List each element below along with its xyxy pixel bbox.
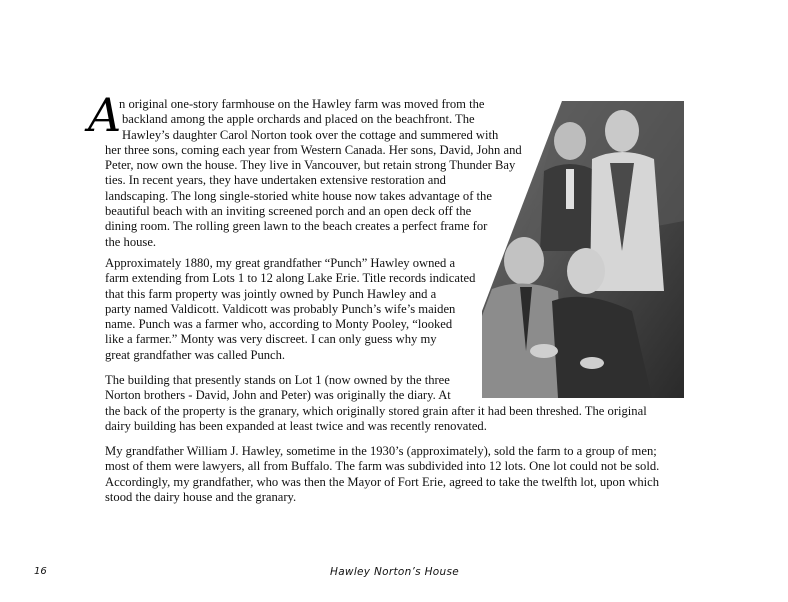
text-line: The building that presently stands on Lot 1 (now owned by the three: [105, 373, 450, 387]
text-line: farm extending from Lots 1 to 12 along Lake Erie. Title records indicated: [105, 271, 476, 286]
text-line: most of them were lawyers, all from Buffalo. The farm was subdivided into 12 lots. One lot could not be sold.: [105, 459, 660, 474]
paragraph-4: [105, 444, 659, 505]
text-line: ties. In recent years, they have undertaken extensive restoration and: [105, 173, 446, 188]
text-line: beautiful beach with an inviting screened porch and an open deck off the: [105, 204, 472, 219]
text-line: like a farmer.” Monty was very discreet. I can only guess why my: [105, 332, 437, 347]
text-line: My grandfather William J. Hawley, sometime in the 1930’s (approximately), sold the farm to a group of men;: [105, 444, 657, 458]
text-line: the back of the property is the granary, which originally stored grain after it had been threshed. The original: [105, 403, 647, 418]
text-line: her three sons, coming each year from Western Canada. Her sons, David, John and: [105, 142, 522, 157]
page-number: 16: [34, 566, 47, 577]
text-line: Norton brothers - David, John and Peter) was originally the diary. At: [105, 388, 451, 403]
text-line: Hawley’s daughter Carol Norton took over the cottage and summered with: [122, 127, 499, 142]
text-line: Accordingly, my grandfather, who was then the Mayor of Fort Erie, agreed to take the twelfth lot, upon which: [105, 474, 660, 489]
text-line: dining room. The rolling green lawn to the beach creates a perfect frame for: [105, 219, 488, 234]
text-line: that this farm property was jointly owned by Punch Hawley and a: [105, 286, 437, 301]
text-line: Approximately 1880, my great grandfather “Punch” Hawley owned a: [105, 256, 456, 270]
text-line: name. Punch was a farmer who, according to Monty Pooley, “looked: [105, 317, 453, 332]
text-line: the house.: [105, 234, 157, 249]
text-line: great grandfather was called Punch.: [105, 347, 286, 362]
text-line: stood the dairy house and the granary.: [105, 489, 297, 504]
text-line: Peter, now own the house. They live in Vancouver, but retain strong Thunder Bay: [105, 158, 516, 173]
paragraph-2: [105, 256, 475, 363]
text-line: landscaping. The long single-storied white house now takes advantage of the: [105, 188, 492, 203]
drop-cap: A: [88, 88, 122, 142]
text-line: backland among the apple orchards and placed on the beachfront. The: [122, 112, 475, 127]
text-line: n original one-story farmhouse on the Hawley farm was moved from the: [119, 97, 485, 111]
family-photo-icon: [482, 101, 684, 398]
text-line: dairy building has been expanded at least twice and was recently renovated.: [105, 418, 487, 433]
text-line: party named Valdicott. Valdicott was probably Punch’s wife’s maiden: [105, 301, 456, 316]
paragraph-1: [105, 97, 522, 250]
running-footer-title: Hawley Norton’s House: [330, 566, 459, 578]
